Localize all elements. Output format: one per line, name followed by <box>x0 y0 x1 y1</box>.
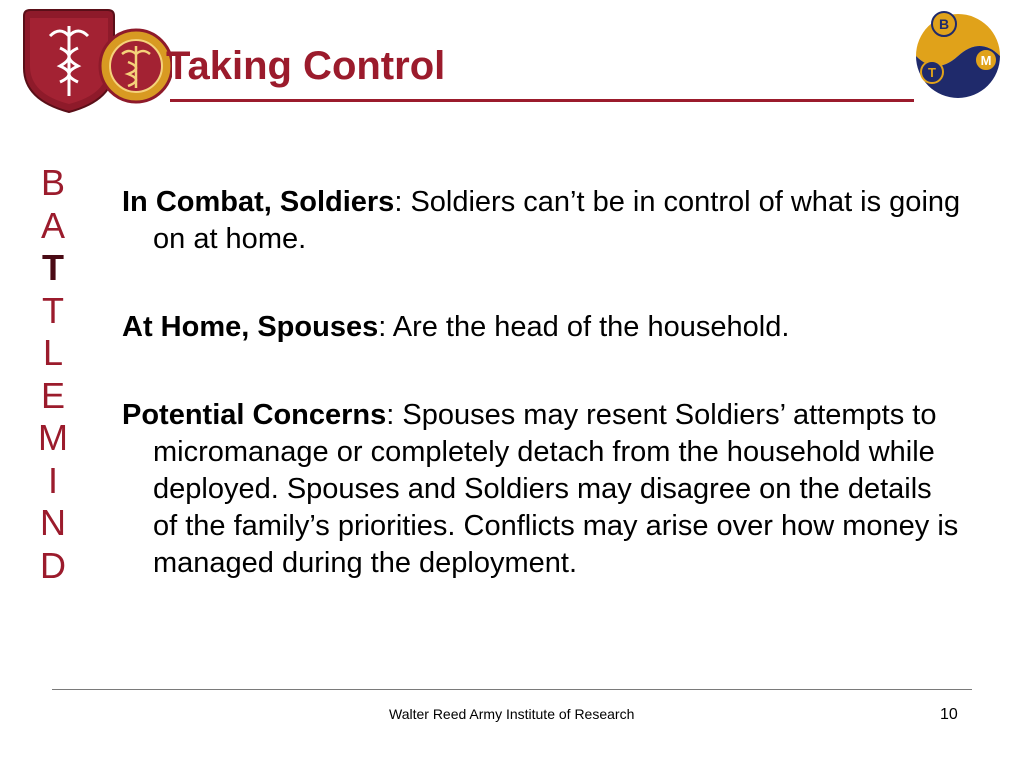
footer-institute: Walter Reed Army Institute of Research <box>389 706 635 722</box>
page-title: Taking Control <box>166 44 446 88</box>
battlemind-letter: A <box>40 204 65 246</box>
slide-body <box>122 184 962 633</box>
footer-divider <box>52 689 972 690</box>
protect-seal-logo <box>100 30 172 102</box>
paragraph-text: : Spouses may resent Soldiers’ attempts to micromanage or completely detach from the household while deployed. Spouses and Soldiers may disagree on the details of the family’s priorities. Conflicts may arise over how money is managed during the deployment. <box>153 399 959 579</box>
content-paragraph <box>122 397 962 582</box>
content-paragraph <box>122 309 962 346</box>
paragraph-text: : Soldiers can’t be in control of what is going on at home. <box>153 186 961 255</box>
battlemind-letter: D <box>40 544 66 586</box>
paragraph-text: : Are the head of the household. <box>378 311 790 343</box>
paragraph-lead: Potential Concerns <box>122 399 387 431</box>
logo-letter-t: T <box>928 65 936 80</box>
title-divider <box>170 99 914 102</box>
logo-letter-b: B <box>938 16 950 32</box>
logo-letter-m: M <box>980 53 992 68</box>
army-medical-logos <box>20 8 172 116</box>
btm-logo <box>910 10 1006 98</box>
battlemind-letter: M <box>38 417 68 458</box>
battlemind-vertical-word <box>30 162 76 587</box>
battlemind-letter: B <box>40 162 65 203</box>
paragraph-lead: At Home, Spouses <box>122 311 379 343</box>
battlemind-letter: T <box>42 247 64 288</box>
content-paragraph <box>122 184 962 258</box>
battlemind-letter: E <box>40 374 65 416</box>
page-number: 10 <box>940 706 958 723</box>
battlemind-letter: N <box>40 502 66 543</box>
battlemind-letter: I <box>47 459 58 501</box>
battlemind-letter: T <box>42 289 64 331</box>
battlemind-letter: L <box>42 332 64 373</box>
paragraph-lead: In Combat, Soldiers <box>122 186 395 218</box>
